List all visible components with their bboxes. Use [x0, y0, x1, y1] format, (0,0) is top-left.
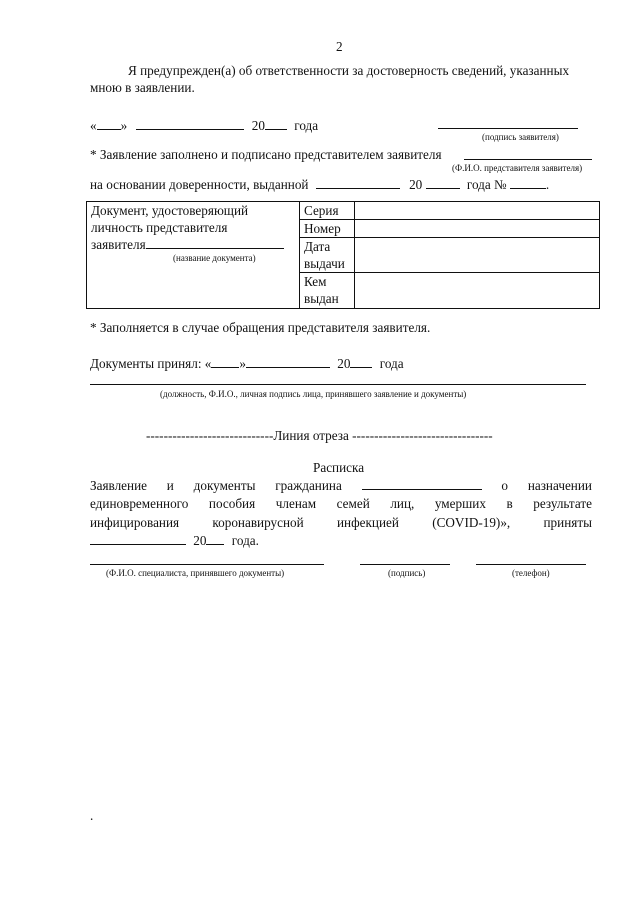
date-open-quote: «: [90, 118, 97, 133]
accepted-close-quote: »: [239, 356, 246, 371]
date-label-1: Дата: [304, 239, 331, 254]
accepted-year-prefix: 20: [337, 356, 351, 371]
specialist-name-line[interactable]: [90, 564, 324, 565]
doc-line-3-row: [91, 236, 295, 253]
month-field[interactable]: [136, 117, 244, 130]
issued-by-value-cell[interactable]: [355, 273, 600, 309]
warning-line-2: мною в заявлении.: [90, 80, 195, 95]
receipt-line-3: [90, 515, 592, 531]
receipt-line-2: [90, 496, 592, 512]
accepted-day-field[interactable]: [211, 355, 239, 368]
receipt-title: Расписка: [313, 460, 365, 475]
issued-label-1: Кем: [304, 274, 327, 289]
doc-line-1: Документ, удостоверяющий: [91, 203, 249, 218]
receipt-word-citizen: гражданина: [275, 478, 342, 493]
poa-year-prefix: 20: [409, 177, 423, 192]
receipt-word: в: [506, 496, 513, 511]
date-label-2: выдачи: [304, 256, 345, 271]
document-name-cell: [87, 202, 300, 309]
accepted-year-word: года: [379, 356, 404, 371]
doc-line-2: личность представителя: [91, 220, 228, 235]
date-row: [90, 117, 318, 134]
doc-line-3: заявителя: [91, 237, 146, 252]
number-label: Номер: [300, 220, 355, 238]
receipt-date-field[interactable]: [90, 532, 186, 545]
footer-dot: .: [90, 808, 94, 823]
receipt-date-row: [90, 532, 259, 549]
receipt-word: коронавирусной: [212, 515, 304, 530]
accepted-month-field[interactable]: [246, 355, 330, 368]
receipt-word: семей: [336, 496, 370, 511]
receipt-word: (COVID-19)»,: [432, 515, 511, 530]
cut-line: -----------------------------Линия отреза --------------------------------: [146, 428, 493, 443]
receipt-word: единовременного: [90, 496, 189, 511]
specialist-caption: (Ф.И.О. специалиста, принявшего документы): [106, 568, 285, 578]
receipt-word: результате: [533, 496, 592, 511]
issued-by-label-cell: [300, 273, 355, 309]
year-word: года: [294, 118, 319, 133]
signature-caption-bottom: (подпись): [388, 568, 426, 578]
accepted-label: Документы принял: «: [90, 356, 212, 371]
applicant-signature-line[interactable]: [438, 128, 578, 129]
receipt-word-statement: Заявление: [90, 478, 147, 493]
poa-issuer-field[interactable]: [316, 176, 400, 189]
power-of-attorney-row: [90, 176, 549, 193]
year-prefix: 20: [251, 118, 265, 133]
poa-year-field[interactable]: [426, 176, 460, 189]
representative-caption: (Ф.И.О. представителя заявителя): [452, 163, 583, 173]
receipt-word: пособия: [208, 496, 256, 511]
signature-caption: (подпись заявителя): [482, 132, 559, 142]
receipt-word: лиц,: [390, 496, 415, 511]
page-number: 2: [336, 39, 343, 54]
accepted-caption: (должность, Ф.И.О., личная подпись лица, принявшего заявление и документы): [160, 389, 467, 399]
series-value-cell[interactable]: [355, 202, 600, 220]
poa-number-field[interactable]: [510, 176, 546, 189]
representative-name-line[interactable]: [464, 159, 592, 160]
receipt-line-1: [90, 477, 592, 494]
warning-line-1: Я предупрежден(а) об ответственности за достоверность сведений, указанных: [128, 63, 570, 78]
receipt-year-prefix: 20: [193, 533, 207, 548]
accepted-row: [90, 355, 404, 372]
year-field[interactable]: [265, 117, 287, 130]
issue-date-value-cell[interactable]: [355, 238, 600, 273]
specialist-signature-line[interactable]: [360, 564, 450, 565]
receipt-word: членам: [275, 496, 317, 511]
citizen-name-field[interactable]: [362, 477, 482, 490]
poa-year-no: года №: [466, 177, 507, 192]
receipt-year-field[interactable]: [206, 532, 224, 545]
issued-label-2: выдан: [304, 291, 339, 306]
poa-period: .: [545, 177, 550, 192]
identity-document-table: [86, 201, 600, 309]
receipt-word-about: о: [501, 478, 509, 493]
receipt-word: приняты: [543, 515, 592, 530]
specialist-phone-line[interactable]: [476, 564, 586, 565]
phone-caption: (телефон): [512, 568, 550, 578]
series-label: Серия: [300, 202, 355, 220]
document-name-field[interactable]: [146, 236, 284, 249]
doc-caption: (название документа): [173, 253, 256, 263]
receipt-word-and: и: [166, 478, 174, 493]
representative-note: * Заполняется в случае обращения представителя заявителя.: [90, 320, 431, 335]
representative-text: * Заявление заполнено и подписано представителем заявителя: [90, 147, 442, 162]
receipt-word-documents: документы: [193, 478, 256, 493]
number-value-cell[interactable]: [355, 220, 600, 238]
accepted-year-field[interactable]: [350, 355, 372, 368]
accepted-signature-line[interactable]: [90, 384, 586, 385]
receipt-word: инфицирования: [90, 515, 180, 530]
issue-date-label-cell: [300, 238, 355, 273]
receipt-word: инфекцией: [336, 515, 399, 530]
receipt-year-word: года.: [231, 533, 259, 548]
date-close-quote: »: [120, 118, 128, 133]
receipt-word-assignment: назначении: [527, 478, 592, 493]
basis-text: на основании доверенности, выданной: [90, 177, 309, 192]
day-field[interactable]: [97, 117, 121, 130]
receipt-word: умерших: [434, 496, 486, 511]
